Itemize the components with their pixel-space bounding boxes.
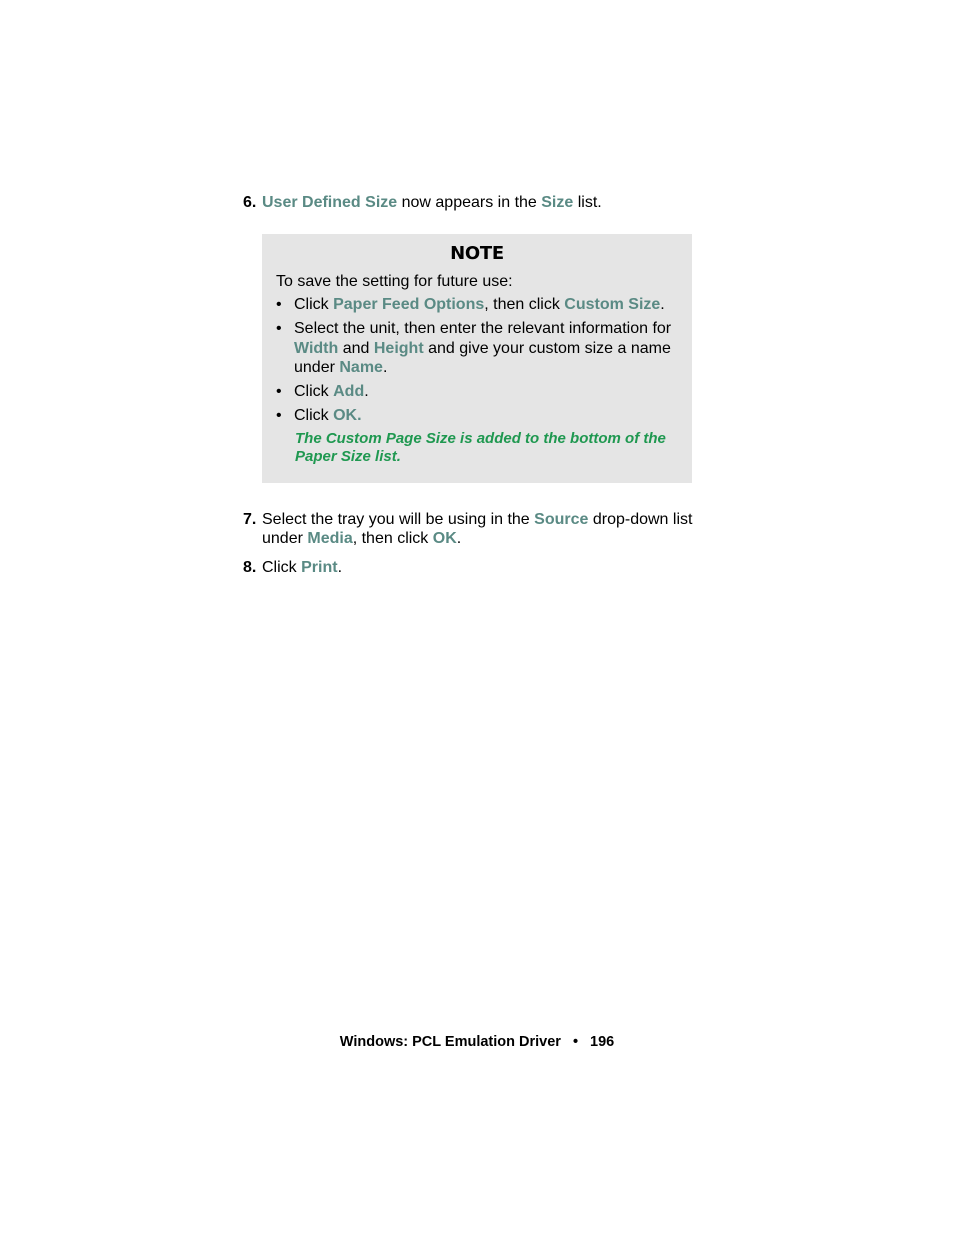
bullet-text-part: . xyxy=(364,383,369,400)
bullet-text xyxy=(294,295,676,315)
step-text-part: Click xyxy=(262,559,302,576)
step-text xyxy=(262,510,713,548)
ui-term-height: Height xyxy=(373,339,424,357)
bullet-text xyxy=(294,382,676,402)
bullet-text xyxy=(294,406,676,426)
note-bullet xyxy=(276,382,676,402)
note-bullet xyxy=(276,319,676,378)
step-8 xyxy=(243,558,713,577)
bullet-icon: • xyxy=(276,296,282,313)
ui-term-size: Size xyxy=(541,194,574,211)
ui-term-add: Add xyxy=(333,383,365,400)
ui-term-user-defined-size: User Defined Size xyxy=(262,194,398,211)
step-text xyxy=(262,193,713,212)
note-bullet xyxy=(276,295,676,315)
step-7 xyxy=(243,510,713,548)
bullet-text-part: , then click xyxy=(484,296,565,313)
step-text-part: drop-down list under xyxy=(262,511,693,547)
note-box xyxy=(262,234,692,483)
step-text-part: list. xyxy=(573,194,602,211)
bullet-text-part: Select the unit, then enter the relevant information for xyxy=(294,320,672,337)
bullet-text-part: Click xyxy=(294,407,334,424)
ui-term-ok: OK xyxy=(432,530,457,547)
page-number: 196 xyxy=(590,1034,615,1050)
note-result-text: The Custom Page Size is added to the bottom of the Paper Size list. xyxy=(295,430,666,465)
ui-term-paper-feed-options: Paper Feed Options xyxy=(333,296,485,313)
ui-term-width: Width xyxy=(294,339,339,357)
step-text-part: . xyxy=(337,559,343,576)
bullet-text xyxy=(294,319,676,378)
bullet-text-part: . xyxy=(382,359,388,376)
ui-term-source: Source xyxy=(534,511,589,528)
bullet-text-part: Click xyxy=(294,383,334,400)
ui-term-print: Print xyxy=(301,559,338,576)
step-number: 7. xyxy=(243,511,257,528)
step-number: 6. xyxy=(243,194,257,211)
bullet-icon: • xyxy=(276,320,282,337)
step-text-part: . xyxy=(456,530,462,547)
ui-term-custom-size: Custom Size xyxy=(564,296,661,313)
step-text-part: now appears in the xyxy=(397,194,542,211)
bullet-icon: • xyxy=(276,383,282,400)
footer-separator: • xyxy=(572,1034,579,1050)
note-title: NOTE xyxy=(450,243,504,264)
step-6 xyxy=(243,193,713,212)
ui-term-media: Media xyxy=(307,530,353,547)
ui-term-name: Name xyxy=(339,359,383,376)
step-text-part: Select the tray you will be using in the xyxy=(262,511,535,528)
step-text xyxy=(262,558,713,577)
note-bullet xyxy=(276,406,676,426)
note-intro: To save the setting for future use: xyxy=(276,273,513,290)
step-number: 8. xyxy=(243,559,257,576)
bullet-text-part: and give your custom size a name under xyxy=(294,339,671,376)
step-text-part: , then click xyxy=(352,530,433,547)
bullet-text-part: Click xyxy=(294,296,334,313)
bullet-text-part: . xyxy=(660,296,665,313)
footer-section-title: Windows: PCL Emulation Driver xyxy=(339,1034,561,1050)
bullet-icon: • xyxy=(276,407,282,424)
ui-term-ok: OK. xyxy=(333,407,362,424)
page-footer xyxy=(0,1034,954,1050)
bullet-text-part: and xyxy=(338,339,374,357)
